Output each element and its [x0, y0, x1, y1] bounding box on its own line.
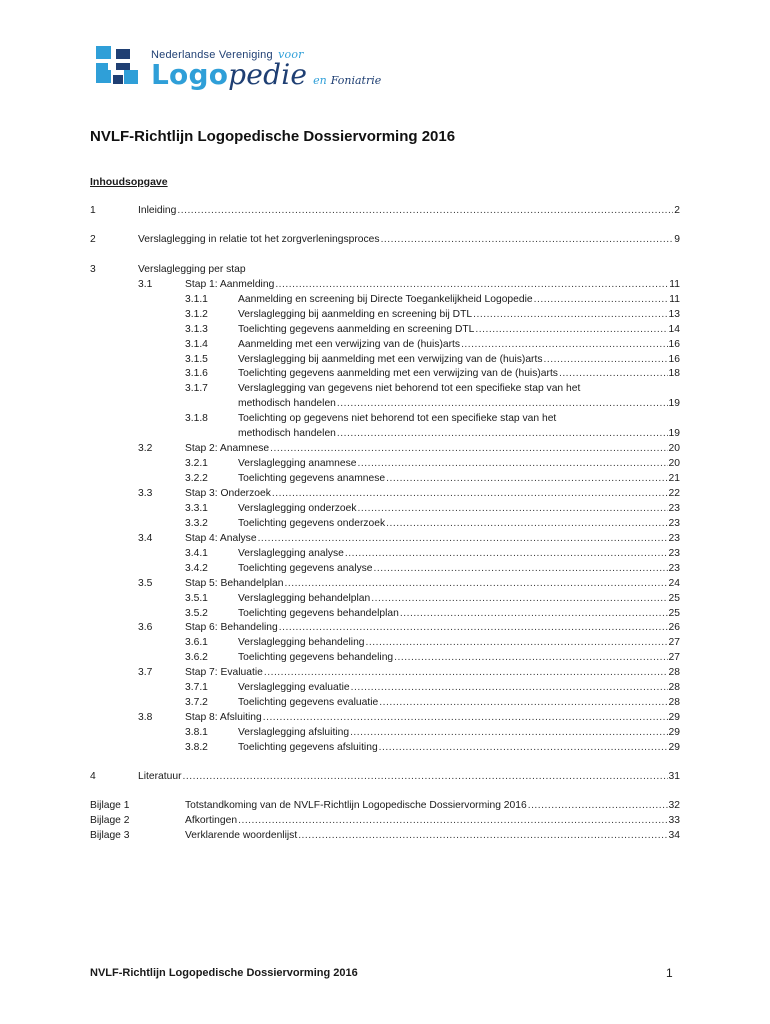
toc-number: 4 — [90, 771, 96, 782]
toc-entry-line — [238, 547, 680, 561]
toc-entry-subsection-3-7-2[interactable] — [185, 696, 680, 710]
toc-entry-text: Verklarende woordenlijst — [185, 830, 298, 841]
toc-page-number: 11 — [669, 279, 680, 290]
logo-association-name: Nederlandse Vereniging voor — [151, 48, 304, 61]
toc-dot-leader — [371, 592, 667, 606]
toc-dot-leader — [534, 293, 669, 307]
toc-number: 3.2.2 — [185, 473, 208, 484]
toc-entry-text: Verslaglegging van gegevens niet behorend tot een specifieke stap van het — [238, 383, 581, 394]
toc-entry-text: Stap 5: Behandelplan — [185, 578, 284, 589]
toc-dot-leader — [177, 204, 673, 218]
toc-entry-line — [238, 472, 680, 486]
toc-entry-subsection-3-1-3[interactable] — [185, 323, 680, 337]
toc-entry-line — [238, 427, 680, 441]
toc-entry-text: Toelichting gegevens aanmelding met een verwijzing van de (huis)arts — [238, 368, 558, 379]
toc-entry-line — [238, 308, 680, 322]
toc-entry-bijlage-3[interactable] — [90, 829, 680, 843]
toc-page-number: 29 — [668, 727, 680, 738]
toc-entry-line — [138, 204, 680, 218]
toc-dot-leader — [238, 814, 667, 828]
toc-entry-text: Toelichting gegevens anamnese — [238, 473, 386, 484]
toc-dot-leader — [379, 741, 668, 755]
toc-page-number: 28 — [668, 697, 680, 708]
toc-number: 3.6.2 — [185, 652, 208, 663]
toc-entry-text: Toelichting gegevens analyse — [238, 563, 373, 574]
toc-entry-text: Verslaglegging in relatie tot het zorgverleningsproces — [138, 234, 380, 245]
toc-number: 1 — [90, 205, 96, 216]
toc-dot-leader — [183, 770, 668, 784]
toc-page-number: 25 — [668, 593, 680, 604]
toc-entry-section-3-1[interactable] — [138, 278, 680, 292]
toc-dot-leader — [475, 323, 667, 337]
toc-entry-text: Verslaglegging bij aanmelding met een verwijzing van de (huis)arts — [238, 354, 543, 365]
toc-page-number: 9 — [674, 234, 680, 245]
toc-entry-text: Verslaglegging analyse — [238, 548, 344, 559]
toc-number: 3.1.5 — [185, 354, 208, 365]
toc-entry-text: Toelichting gegevens aanmelding en screening DTL — [238, 324, 475, 335]
toc-number: 3.1.2 — [185, 309, 208, 320]
toc-number: 3.3.2 — [185, 518, 208, 529]
toc-entry-section-3-3[interactable] — [138, 487, 680, 501]
toc-entry-line — [138, 770, 680, 784]
toc-dot-leader — [544, 353, 668, 367]
toc-entry-chapter-4[interactable] — [90, 770, 680, 784]
toc-entry-text: Toelichting op gegevens niet behorend tot een specifieke stap van het — [238, 413, 557, 424]
toc-page-number: 24 — [668, 578, 680, 589]
toc-dot-leader — [275, 278, 668, 292]
toc-number: 3.2 — [138, 443, 153, 454]
toc-entry-text: Verslaglegging onderzoek — [238, 503, 357, 514]
toc-entry-line — [238, 457, 680, 471]
toc-entry-line — [238, 353, 680, 367]
toc-entry-line — [185, 487, 680, 501]
toc-entry-line — [238, 726, 680, 740]
toc-number: 3.5.2 — [185, 608, 208, 619]
toc-heading: Inhoudsopgave — [90, 176, 168, 188]
toc-dot-leader — [381, 233, 674, 247]
toc-dot-leader — [272, 487, 668, 501]
toc-page-number: 29 — [668, 712, 680, 723]
toc-dot-leader — [386, 517, 667, 531]
toc-number: 3.5.1 — [185, 593, 208, 604]
toc-entry-text: Inleiding — [138, 205, 177, 216]
toc-dot-leader — [528, 799, 668, 813]
toc-number: 3.2.1 — [185, 458, 208, 469]
toc-entry-line — [185, 442, 680, 456]
toc-dot-leader — [264, 666, 668, 680]
toc-entry-subsection-3-1-6[interactable] — [185, 367, 680, 381]
toc-number: 3.1.8 — [185, 413, 208, 424]
document-title: NVLF-Richtlijn Logopedische Dossiervorming 2016 — [90, 128, 456, 145]
toc-entry-line — [185, 666, 680, 680]
toc-entry-section-3-6[interactable] — [138, 621, 680, 635]
toc-entry-line — [238, 367, 680, 381]
toc-dot-leader — [337, 427, 668, 441]
toc-entry-text: Verslaglegging bij aanmelding en screening bij DTL — [238, 309, 473, 320]
toc-page-number: 23 — [668, 548, 680, 559]
toc-page-number: 31 — [668, 771, 680, 782]
toc-entry-text: Verslaglegging evaluatie — [238, 682, 350, 693]
toc-entry-text: Verslaglegging behandelplan — [238, 593, 371, 604]
toc-entry-line — [238, 636, 680, 650]
toc-number: Bijlage 1 — [90, 800, 130, 811]
toc-page-number: 28 — [668, 667, 680, 678]
toc-dot-leader — [379, 696, 667, 710]
toc-page-number: 19 — [668, 428, 680, 439]
toc-entry-subsection-3-1-8-cont[interactable] — [185, 427, 680, 441]
toc-entry-text: Verslaglegging per stap — [138, 264, 246, 275]
toc-number: 3.1.3 — [185, 324, 208, 335]
toc-entry-section-3-5[interactable] — [138, 577, 680, 591]
toc-entry-text: Toelichting gegevens afsluiting — [238, 742, 378, 753]
toc-entry-subsection-3-6-1[interactable] — [185, 636, 680, 650]
toc-entry-line — [238, 651, 680, 665]
toc-page-number: 16 — [668, 354, 680, 365]
toc-entry-line — [185, 532, 680, 546]
toc-entry-subsection-3-1-8[interactable] — [185, 412, 680, 426]
toc-dot-leader — [258, 532, 668, 546]
toc-entry-section-3-2[interactable] — [138, 442, 680, 456]
toc-dot-leader — [270, 442, 667, 456]
toc-number: 3.5 — [138, 578, 153, 589]
toc-dot-leader — [374, 562, 668, 576]
toc-entry-subsection-3-8-2[interactable] — [185, 741, 680, 755]
toc-entry-line — [238, 338, 680, 352]
toc-entry-bijlage-1[interactable] — [90, 799, 680, 813]
toc-number: Bijlage 2 — [90, 815, 130, 826]
footer-document-title: NVLF-Richtlijn Logopedische Dossiervorming 2016 — [90, 967, 358, 979]
toc-page-number: 16 — [668, 339, 680, 350]
toc-number: 3.1.7 — [185, 383, 208, 394]
toc-entry-section-3-7[interactable] — [138, 666, 680, 680]
toc-page-number: 13 — [668, 309, 680, 320]
toc-entry-text: Toelichting gegevens onderzoek — [238, 518, 386, 529]
page-number: 1 — [666, 966, 673, 980]
toc-dot-leader — [358, 502, 668, 516]
toc-number: 3.8.2 — [185, 742, 208, 753]
toc-page-number: 26 — [668, 622, 680, 633]
toc-page-number: 2 — [674, 205, 680, 216]
toc-number: 3.6 — [138, 622, 153, 633]
toc-entry-line — [185, 829, 680, 843]
toc-entry-subsection-3-1-2[interactable] — [185, 308, 680, 322]
toc-entry-text: Verslaglegging behandeling — [238, 637, 365, 648]
toc-entry-line — [238, 607, 680, 621]
toc-entry-subsection-3-3-2[interactable] — [185, 517, 680, 531]
toc-entry-line — [185, 278, 680, 292]
toc-entry-text: Verslaglegging anamnese — [238, 458, 357, 469]
toc-entry-line — [238, 293, 680, 307]
toc-page-number: 33 — [668, 815, 680, 826]
toc-entry-section-3-8[interactable] — [138, 711, 680, 725]
toc-page-number: 22 — [668, 488, 680, 499]
toc-number: Bijlage 3 — [90, 830, 130, 841]
toc-entry-line — [185, 799, 680, 813]
toc-entry-subsection-3-4-2[interactable] — [185, 562, 680, 576]
toc-entry-text: Afkortingen — [185, 815, 238, 826]
toc-entry-text: Aanmelding en screening bij Directe Toegankelijkheid Logopedie — [238, 294, 533, 305]
toc-entry-line — [185, 814, 680, 828]
toc-number: 3.6.1 — [185, 637, 208, 648]
toc-entry-line — [238, 517, 680, 531]
toc-entry-subsection-3-1-5[interactable] — [185, 353, 680, 367]
toc-dot-leader — [400, 607, 668, 621]
toc-entry-text: Stap 1: Aanmelding — [185, 279, 275, 290]
toc-entry-subsection-3-1-4[interactable] — [185, 338, 680, 352]
toc-entry-text: methodisch handelen — [238, 398, 336, 409]
toc-entry-text: Verslaglegging afsluiting — [238, 727, 350, 738]
toc-dot-leader — [366, 636, 668, 650]
toc-entry-text: Toelichting gegevens behandeling — [238, 652, 394, 663]
nvlf-logo — [96, 46, 396, 92]
toc-entry-subsection-3-2-1[interactable] — [185, 457, 680, 471]
toc-dot-leader — [337, 397, 668, 411]
toc-number: 3.7.2 — [185, 697, 208, 708]
toc-number: 3.1 — [138, 279, 153, 290]
toc-number: 3.7.1 — [185, 682, 208, 693]
toc-entry-text: methodisch handelen — [238, 428, 336, 439]
toc-dot-leader — [358, 457, 668, 471]
toc-number: 3.1.4 — [185, 339, 208, 350]
toc-number: 3.1.6 — [185, 368, 208, 379]
toc-entry-line — [185, 577, 680, 591]
toc-page-number: 23 — [668, 503, 680, 514]
toc-page-number: 23 — [668, 563, 680, 574]
toc-page-number: 28 — [668, 682, 680, 693]
toc-entry-subsection-3-3-1[interactable] — [185, 502, 680, 516]
toc-entry-text: Stap 7: Evaluatie — [185, 667, 263, 678]
toc-entry-subsection-3-2-2[interactable] — [185, 472, 680, 486]
toc-page-number: 19 — [668, 398, 680, 409]
toc-number: 3.4.1 — [185, 548, 208, 559]
toc-entry-line — [185, 621, 680, 635]
toc-dot-leader — [345, 547, 668, 561]
toc-dot-leader — [350, 726, 667, 740]
toc-entry-text: Stap 4: Analyse — [185, 533, 257, 544]
toc-entry-line — [238, 323, 680, 337]
toc-dot-leader — [263, 711, 668, 725]
toc-dot-leader — [284, 577, 667, 591]
toc-entry-text: Totstandkoming van de NVLF-Richtlijn Logopedische Dossiervorming 2016 — [185, 800, 527, 811]
toc-entry-line — [238, 696, 680, 710]
toc-number: 3.4 — [138, 533, 153, 544]
toc-entry-bijlage-2[interactable] — [90, 814, 680, 828]
toc-page-number: 21 — [668, 473, 680, 484]
toc-dot-leader — [559, 367, 668, 381]
toc-entry-subsection-3-1-7[interactable] — [185, 382, 680, 396]
toc-entry-section-3-4[interactable] — [138, 532, 680, 546]
toc-number: 3 — [90, 264, 96, 275]
toc-dot-leader — [394, 651, 667, 665]
logo-wordmark: Logopedie en Foniatrie — [151, 58, 382, 91]
toc-dot-leader — [461, 338, 667, 352]
toc-entry-line — [238, 502, 680, 516]
toc-entry-subsection-3-1-7-cont[interactable] — [185, 397, 680, 411]
toc-number: 3.1.1 — [185, 294, 208, 305]
toc-page-number: 34 — [668, 830, 680, 841]
toc-dot-leader — [386, 472, 667, 486]
toc-page-number: 32 — [668, 800, 680, 811]
toc-dot-leader — [279, 621, 668, 635]
toc-entry-line — [238, 741, 680, 755]
toc-page-number: 20 — [668, 443, 680, 454]
toc-page-number: 18 — [668, 368, 680, 379]
toc-entry-subsection-3-5-2[interactable] — [185, 607, 680, 621]
toc-page-number: 23 — [668, 533, 680, 544]
toc-entry-text: Literatuur — [138, 771, 182, 782]
toc-entry-text: Stap 3: Onderzoek — [185, 488, 271, 499]
toc-entry-chapter-3[interactable] — [90, 263, 680, 277]
toc-entry-chapter-1[interactable] — [90, 204, 680, 218]
toc-number: 3.4.2 — [185, 563, 208, 574]
nvlf-logo-mark-icon — [96, 46, 140, 86]
toc-entry-line — [238, 562, 680, 576]
toc-number: 3.3 — [138, 488, 153, 499]
toc-number: 3.8 — [138, 712, 153, 723]
toc-entry-text: Stap 2: Anamnese — [185, 443, 270, 454]
toc-dot-leader — [473, 308, 667, 322]
toc-entry-line — [185, 711, 680, 725]
toc-dot-leader — [298, 829, 667, 843]
toc-entry-line — [138, 233, 680, 247]
toc-number: 3.3.1 — [185, 503, 208, 514]
toc-entry-text: Stap 6: Behandeling — [185, 622, 278, 633]
toc-entry-line — [238, 397, 680, 411]
toc-entry-subsection-3-8-1[interactable] — [185, 726, 680, 740]
toc-entry-text: Toelichting gegevens behandelplan — [238, 608, 399, 619]
toc-page-number: 11 — [669, 294, 680, 305]
toc-entry-subsection-3-4-1[interactable] — [185, 547, 680, 561]
toc-number: 2 — [90, 234, 96, 245]
toc-number: 3.8.1 — [185, 727, 208, 738]
toc-entry-line — [238, 592, 680, 606]
toc-entry-line — [238, 681, 680, 695]
toc-entry-subsection-3-6-2[interactable] — [185, 651, 680, 665]
toc-entry-text: Stap 8: Afsluiting — [185, 712, 262, 723]
toc-dot-leader — [351, 681, 668, 695]
toc-number: 3.7 — [138, 667, 153, 678]
toc-page-number: 23 — [668, 518, 680, 529]
toc-page-number: 27 — [668, 637, 680, 648]
toc-entry-subsection-3-7-1[interactable] — [185, 681, 680, 695]
toc-entry-subsection-3-1-1[interactable] — [185, 293, 680, 307]
toc-page-number: 25 — [668, 608, 680, 619]
toc-page-number: 29 — [668, 742, 680, 753]
toc-page-number: 20 — [668, 458, 680, 469]
toc-entry-text: Toelichting gegevens evaluatie — [238, 697, 379, 708]
toc-entry-subsection-3-5-1[interactable] — [185, 592, 680, 606]
toc-entry-chapter-2[interactable] — [90, 233, 680, 247]
toc-entry-text: Aanmelding met een verwijzing van de (huis)arts — [238, 339, 461, 350]
toc-page-number: 27 — [668, 652, 680, 663]
toc-page-number: 14 — [668, 324, 680, 335]
